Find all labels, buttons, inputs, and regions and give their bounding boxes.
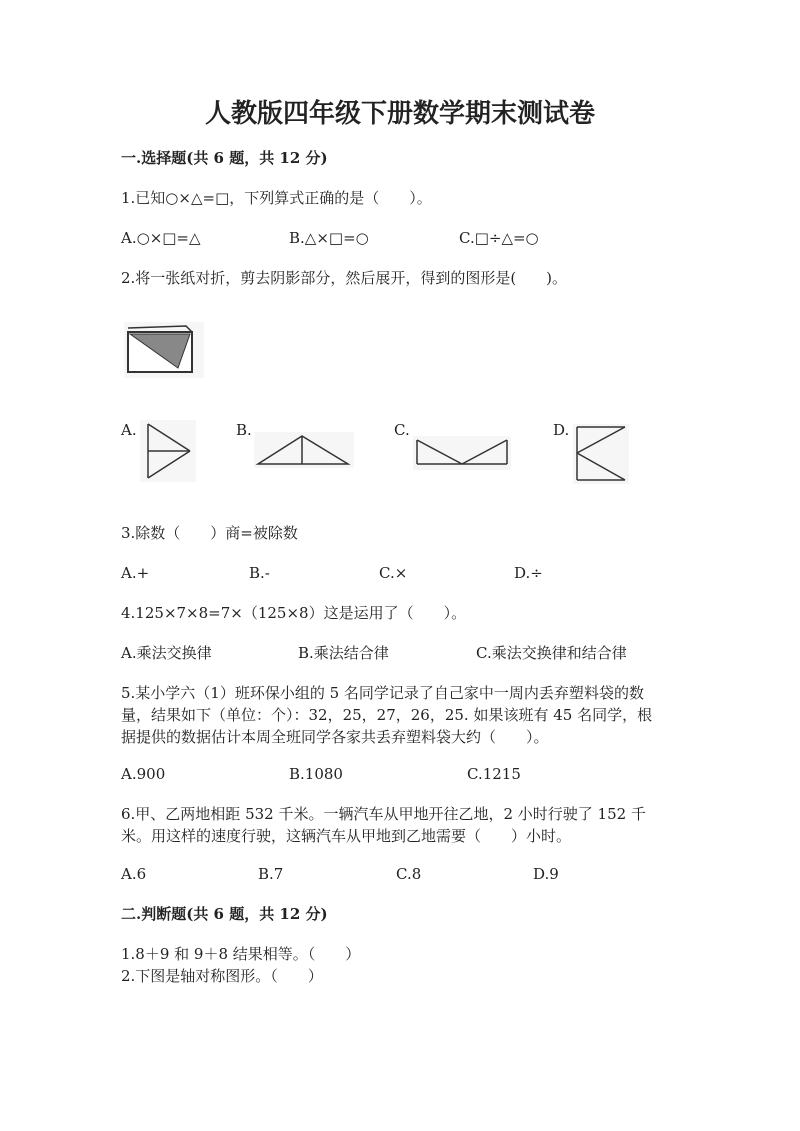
question-2-option-b-label: B.	[236, 421, 252, 439]
question-1-option-b: B.△×□=○	[289, 229, 369, 247]
question-2-option-a-label: A.	[121, 421, 137, 439]
question-5-line-3: 据提供的数据估计本周全班同学各家共丢弃塑料袋大约（ ）。	[121, 728, 549, 746]
page-title: 人教版四年级下册数学期末测试卷	[204, 99, 595, 129]
question-1-text: 1.已知○×△=□，下列算式正确的是（ ）。	[121, 189, 432, 207]
folded-paper-figure	[124, 322, 204, 378]
question-2-option-a-figure	[140, 420, 196, 482]
judgement-1-text: 1.8＋9 和 9＋8 结果相等。（ ）	[121, 945, 361, 963]
question-6-line-2: 米。用这样的速度行驶，这辆汽车从甲地到乙地需要（ ）小时。	[121, 827, 572, 845]
question-3-text: 3.除数（ ）商=被除数	[121, 524, 298, 542]
question-2-text: 2.将一张纸对折，剪去阴影部分，然后展开，得到的图形是( )。	[121, 269, 568, 287]
question-5-option-c: C.1215	[467, 765, 521, 783]
question-5-option-b: B.1080	[289, 765, 343, 783]
question-2-option-b-figure	[254, 432, 354, 468]
question-2-option-c-label: C.	[394, 421, 410, 439]
question-6-option-a: A.6	[121, 865, 147, 883]
question-2-option-d-label: D.	[553, 421, 570, 439]
question-6-line-1: 6.甲、乙两地相距 532 千米。一辆汽车从甲地开往乙地，2 小时行驶了 152 千	[121, 805, 646, 823]
question-4-text: 4.125×7×8=7×（125×8）这是运用了（ ）。	[121, 604, 467, 622]
question-4-option-b: B.乘法结合律	[298, 644, 389, 662]
question-5-line-1: 5.某小学六（1）班环保小组的 5 名同学记录了自己家中一周内丢弃塑料袋的数	[121, 684, 644, 702]
question-1-option-c: C.□÷△=○	[459, 229, 539, 247]
question-3-option-a: A.+	[121, 564, 150, 582]
question-4-option-c: C.乘法交换律和结合律	[476, 644, 627, 662]
question-2-option-c-figure	[413, 436, 511, 470]
question-4-option-a: A.乘法交换律	[121, 644, 212, 662]
question-5-line-2: 量，结果如下（单位：个）：32，25，27，26，25. 如果该班有 45 名同学，根	[121, 706, 653, 724]
judgement-2-text: 2.下图是轴对称图形。（ ）	[121, 967, 323, 985]
question-6-option-b: B.7	[258, 865, 284, 883]
question-6-option-d: D.9	[533, 865, 559, 883]
question-6-option-c: C.8	[396, 865, 422, 883]
question-5-option-a: A.900	[121, 765, 166, 783]
question-2-option-d-figure	[573, 424, 629, 484]
section-heading-judgement: 二.判断题(共 6 题，共 12 分)	[121, 905, 328, 923]
question-3-option-d: D.÷	[514, 564, 543, 582]
section-heading-choice: 一.选择题(共 6 题，共 12 分)	[121, 149, 328, 167]
question-3-option-b: B.-	[249, 564, 270, 582]
question-3-option-c: C.×	[379, 564, 408, 582]
question-1-option-a: A.○×□=△	[121, 229, 201, 247]
